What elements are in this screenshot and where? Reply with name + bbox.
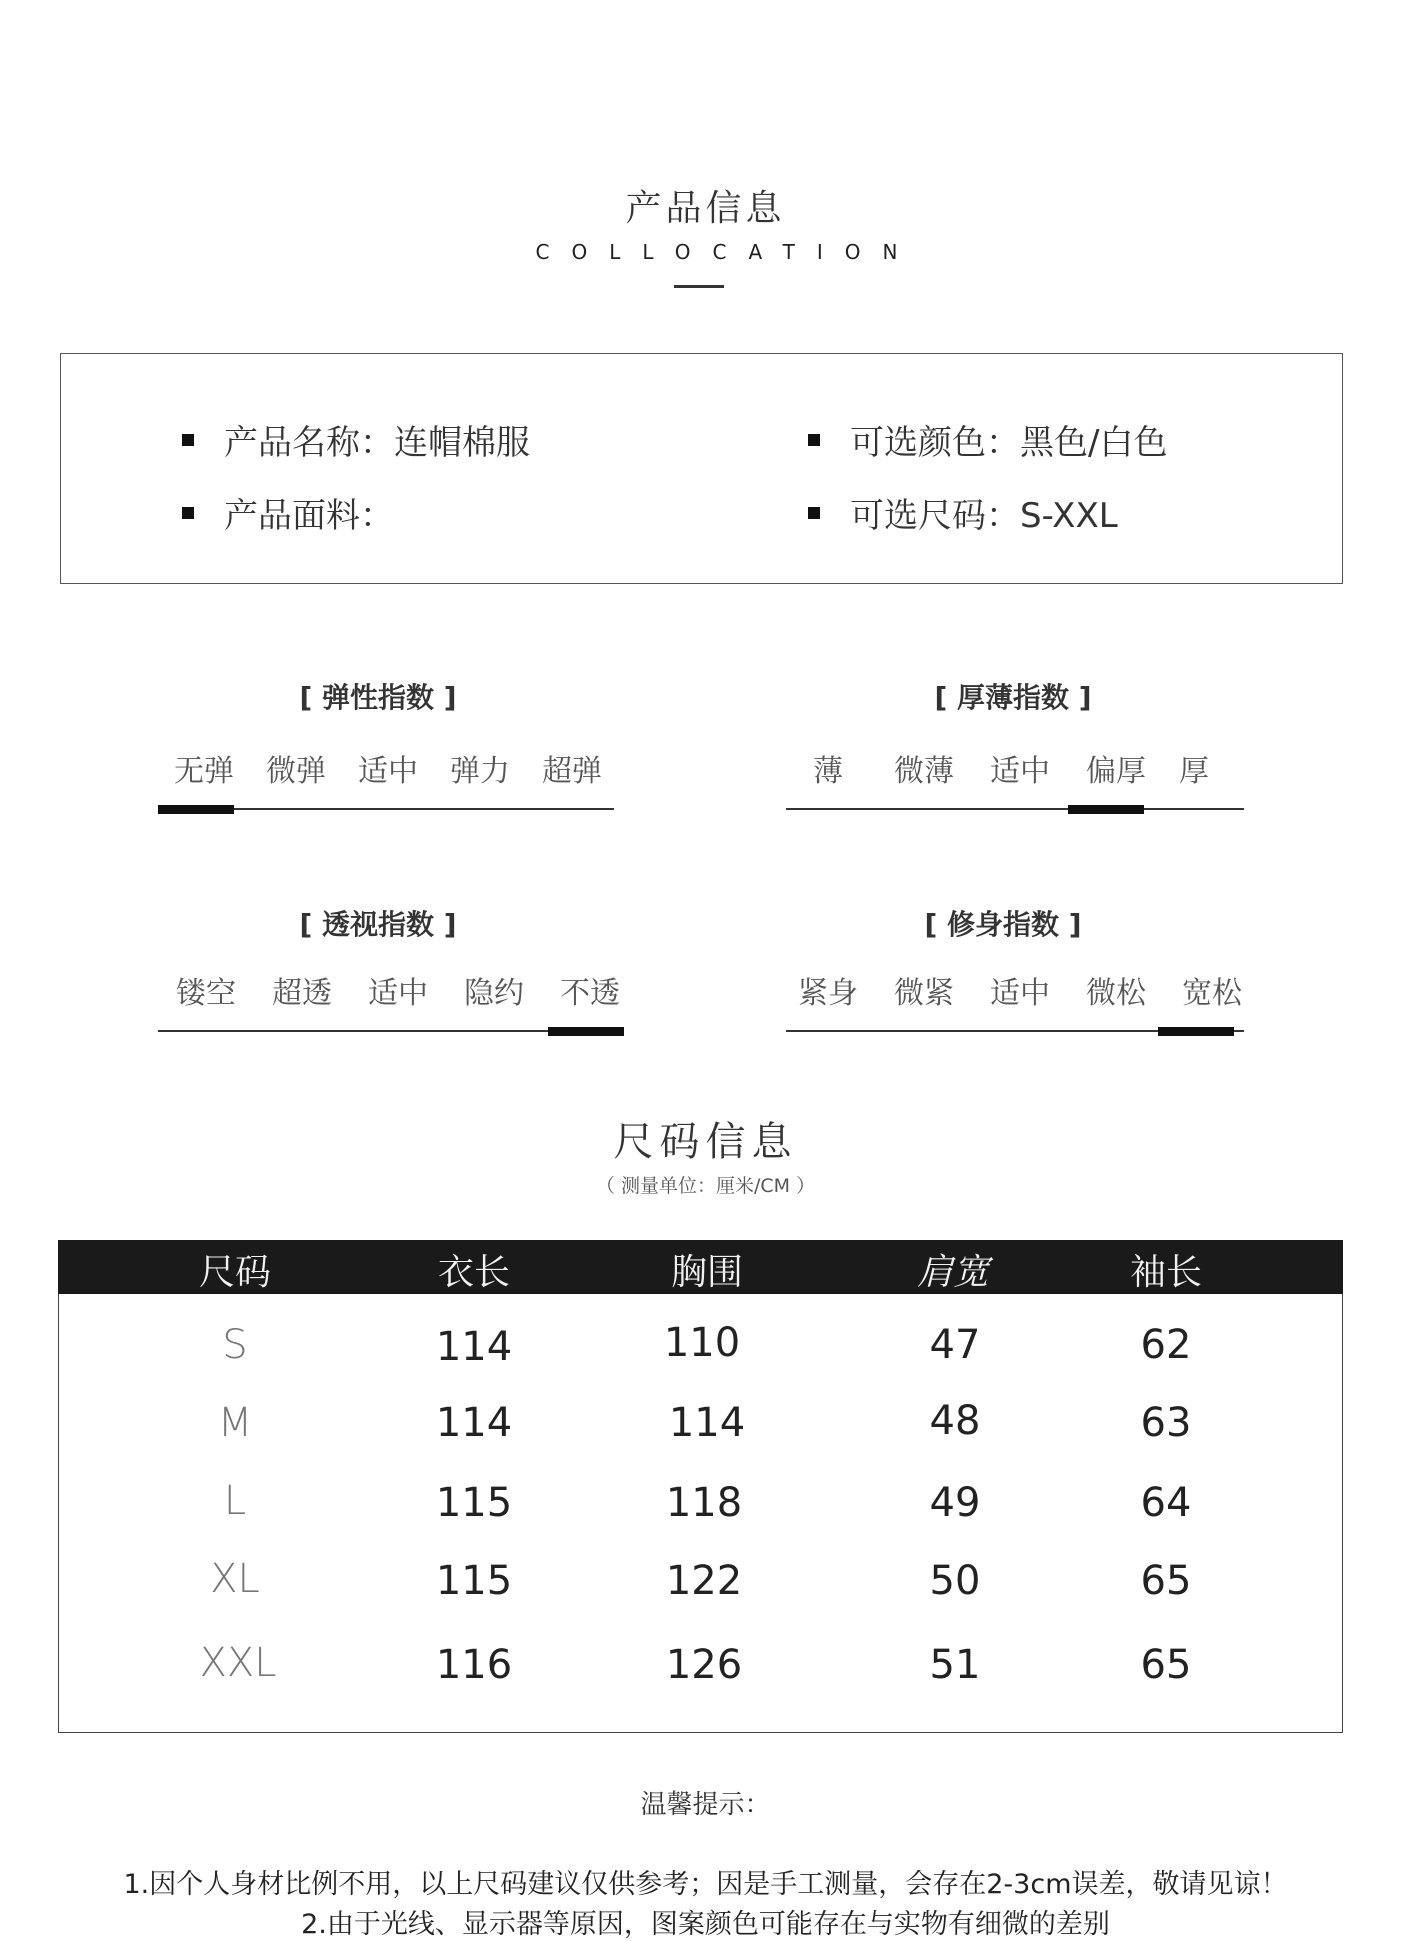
fit-option: 微紧: [894, 976, 954, 1011]
table-cell: 115: [435, 1558, 513, 1604]
fit-option: 微松: [1086, 976, 1146, 1011]
thickness-title: [ 厚薄指数 ]: [934, 681, 1092, 714]
elasticity-scale: [158, 746, 618, 790]
table-header-cell: 胸围: [670, 1252, 743, 1293]
size-info-title: 尺码信息: [613, 1119, 798, 1165]
transparency-option: 隐约: [464, 976, 524, 1011]
table-cell: 64: [1140, 1480, 1192, 1526]
thickness-option: 薄: [813, 754, 843, 789]
product-info-box: [60, 353, 1343, 584]
elasticity-marker: [158, 805, 234, 814]
table-cell: 50: [929, 1558, 981, 1604]
bullet-icon: [182, 434, 194, 446]
table-cell: 110: [663, 1320, 741, 1366]
size-unit-note: （ 测量单位：厘米/CM ）: [595, 1175, 816, 1197]
thickness-line: [786, 808, 1244, 810]
thickness-marker: [1068, 805, 1144, 814]
product-colors-item: [808, 415, 1167, 464]
thickness-option: 适中: [990, 754, 1050, 789]
table-cell-size: XXL: [199, 1640, 277, 1686]
product-fabric: 产品面料：: [224, 496, 394, 536]
tips-title: 温馨提示：: [640, 1790, 771, 1820]
transparency-option: 镂空: [176, 976, 236, 1011]
table-cell: 118: [665, 1480, 743, 1526]
fit-option: 宽松: [1182, 976, 1242, 1011]
transparency-option: 不透: [560, 976, 620, 1011]
transparency-marker: [548, 1027, 624, 1036]
table-cell: 49: [929, 1480, 981, 1526]
table-cell: 65: [1140, 1642, 1192, 1688]
elasticity-option: 适中: [358, 754, 418, 789]
product-colors: 可选颜色：黑色/白色: [850, 423, 1168, 463]
fit-title: [ 修身指数 ]: [924, 908, 1082, 941]
product-sizes: 可选尺码：S-XXL: [850, 496, 1118, 536]
product-fabric-item: [182, 488, 394, 537]
tip-line: 2.由于光线、显示器等原因，图案颜色可能存在与实物有细微的差别: [301, 1909, 1110, 1940]
table-header-cell: 衣长: [437, 1252, 510, 1293]
transparency-title: [ 透视指数 ]: [299, 908, 457, 941]
table-header-cell: 肩宽: [916, 1252, 989, 1293]
table-cell: 62: [1140, 1322, 1192, 1368]
fit-scale: [780, 968, 1260, 1012]
transparency-scale: [158, 968, 638, 1012]
product-name-item: [182, 415, 530, 464]
product-name: 产品名称：连帽棉服: [224, 423, 530, 463]
table-cell: 114: [668, 1400, 746, 1446]
transparency-option: 超透: [272, 976, 332, 1011]
elasticity-option: 弹力: [450, 754, 510, 789]
title-divider: [674, 285, 724, 288]
table-header-cell: 尺码: [198, 1252, 271, 1293]
tip-line: 1.因个人身材比例不用，以上尺码建议仅供参考；因是手工测量，会存在2-3cm误差，敬请见谅！: [123, 1869, 1288, 1900]
product-sizes-item: [808, 488, 1118, 537]
elasticity-title: [ 弹性指数 ]: [299, 681, 457, 714]
page-subtitle: COLLOCATION: [535, 240, 920, 264]
table-cell: 48: [929, 1398, 981, 1444]
table-cell: 51: [929, 1642, 981, 1688]
bullet-icon: [808, 434, 820, 446]
table-cell-size: S: [222, 1322, 248, 1368]
fit-marker: [1158, 1027, 1234, 1036]
table-cell: 63: [1140, 1400, 1192, 1446]
table-cell-size: XL: [210, 1556, 260, 1602]
table-cell: 126: [665, 1642, 743, 1688]
table-cell: 122: [665, 1558, 743, 1604]
table-cell: 114: [435, 1324, 513, 1370]
page-title: 产品信息: [625, 188, 786, 229]
table-cell: 65: [1140, 1558, 1192, 1604]
table-cell: 116: [435, 1642, 513, 1688]
thickness-option: 微薄: [894, 754, 954, 789]
table-cell: 114: [435, 1400, 513, 1446]
table-header-cell: 袖长: [1129, 1252, 1202, 1293]
table-cell: 47: [929, 1322, 981, 1368]
bullet-icon: [808, 507, 820, 519]
thickness-option: 偏厚: [1086, 754, 1146, 789]
elasticity-option: 无弹: [174, 754, 234, 789]
thickness-scale: [780, 746, 1260, 790]
fit-option: 紧身: [798, 976, 858, 1011]
fit-option: 适中: [990, 976, 1050, 1011]
bullet-icon: [182, 507, 194, 519]
table-cell-size: L: [223, 1478, 247, 1524]
table-cell: 115: [435, 1480, 513, 1526]
elasticity-option: 超弹: [542, 754, 602, 789]
transparency-option: 适中: [368, 976, 428, 1011]
elasticity-option: 微弹: [266, 754, 326, 789]
table-cell-size: M: [217, 1400, 253, 1446]
thickness-option: 厚: [1179, 754, 1209, 789]
